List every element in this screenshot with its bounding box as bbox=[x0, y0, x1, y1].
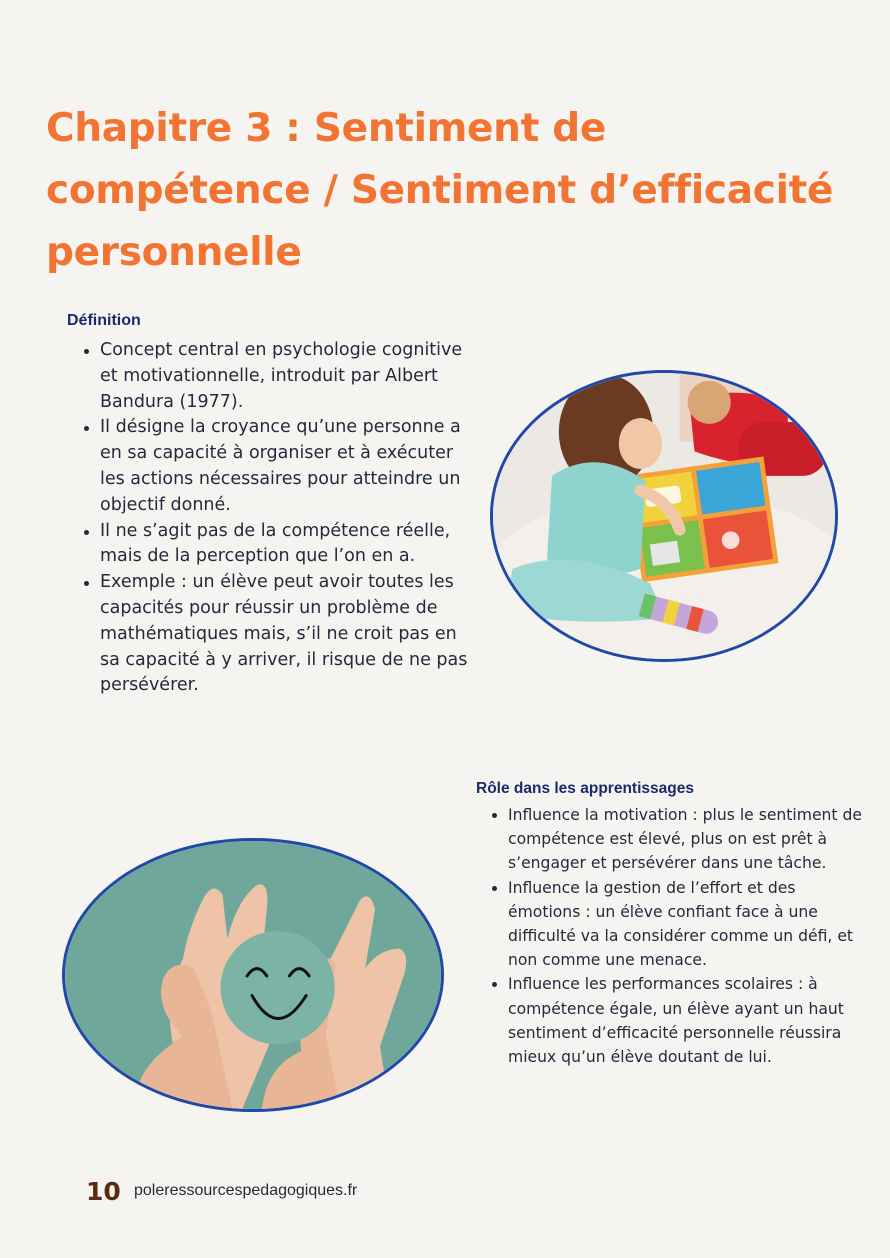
page-number: 10 bbox=[86, 1177, 121, 1206]
list-item: Influence la gestion de l’effort et des émotions : un élève confiant face à une difficulté va la considérer comme un défi, et non comme une menace. bbox=[484, 876, 864, 973]
definition-list bbox=[76, 338, 476, 699]
kids-illustration bbox=[493, 373, 835, 659]
page-title: Chapitre 3 : Sentiment de compétence / Sentiment d’efficacité personnelle bbox=[46, 106, 834, 275]
list-item: Exemple : un élève peut avoir toutes les capacités pour réussir un problème de mathématiques mais, s’il ne croit pas en sa capacité à y arriver, il risque de ne pas persévérer. bbox=[76, 570, 476, 699]
children-playing-photo bbox=[490, 370, 838, 662]
list-item: Concept central en psychologie cognitive et motivationnelle, introduit par Albert Bandura (1977). bbox=[76, 338, 476, 415]
list-item: Il désigne la croyance qu’une personne a en sa capacité à organiser et à exécuter les actions nécessaires pour atteindre un objectif donné. bbox=[76, 415, 476, 518]
list-item: Influence la motivation : plus le sentiment de compétence est élevé, plus on est prêt à s’engager et persévérer dans une tâche. bbox=[484, 803, 864, 876]
role-list bbox=[484, 803, 864, 1069]
role-heading: Rôle dans les apprentissages bbox=[476, 780, 694, 797]
definition-heading: Définition bbox=[67, 312, 141, 329]
hands-smiley-photo bbox=[62, 838, 444, 1112]
list-item: Influence les performances scolaires : à compétence égale, un élève ayant un haut sentiment d’efficacité personnelle réussira mieux qu’un élève doutant de lui. bbox=[484, 972, 864, 1069]
list-item: Il ne s’agit pas de la compétence réelle, mais de la perception que l’on en a. bbox=[76, 519, 476, 571]
hands-illustration bbox=[65, 841, 441, 1109]
website-link[interactable]: poleressourcespedagogiques.fr bbox=[134, 1182, 358, 1199]
